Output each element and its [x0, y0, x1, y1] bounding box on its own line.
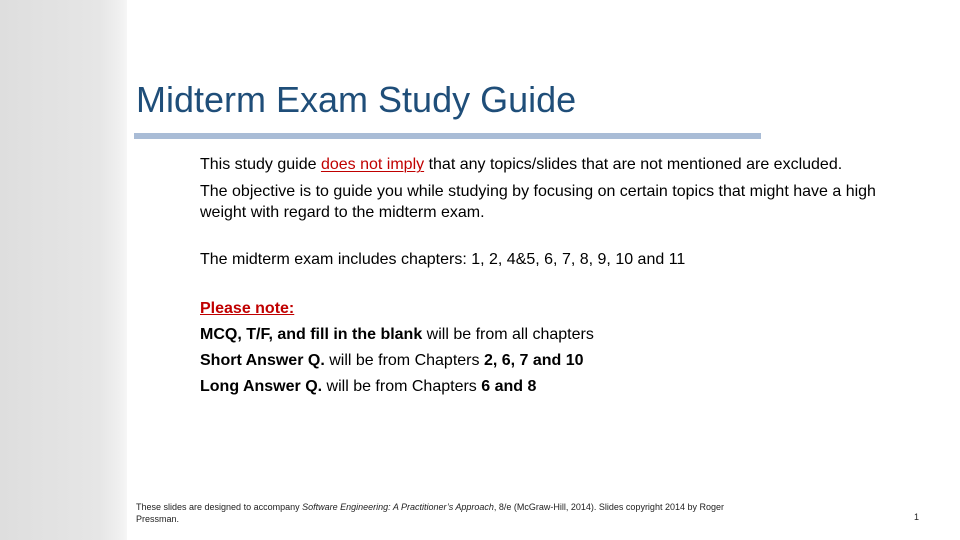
note-line-text: will be from all chapters: [422, 326, 594, 343]
page-number: 1: [914, 512, 920, 522]
slide-footer-credit: [136, 501, 736, 525]
paragraph-disclaimer-end: that any topics/slides that are not mentioned are excluded.: [424, 156, 843, 173]
note-line-chapters: 6 and 8: [481, 378, 537, 395]
paragraph-disclaimer-start: This study guide: [200, 156, 321, 173]
note-line-label: MCQ, T/F, and fill in the blank: [200, 326, 423, 343]
slide-title: Midterm Exam Study Guide: [136, 79, 577, 120]
note-line-text: will be from Chapters: [322, 378, 482, 395]
note-heading: Please note:: [200, 300, 295, 317]
footer-book-title: Software Engineering: A Practitioner’s Approach: [302, 502, 494, 512]
paragraph-objective: The objective is to guide you while studying by focusing on certain topics that might have a high weight with regard to the midterm exam.: [200, 183, 876, 221]
paragraph-chapters: The midterm exam includes chapters: 1, 2, 4&5, 6, 7, 8, 9, 10 and 11: [200, 251, 686, 268]
note-line-short-answer: [200, 348, 920, 374]
spacer: [200, 276, 920, 296]
note-line-chapters: 2, 6, 7 and 10: [483, 352, 584, 369]
note-block: [200, 296, 920, 400]
note-line-label: Long Answer Q.: [200, 378, 323, 395]
spacer: [200, 229, 920, 249]
note-line-text: will be from Chapters: [324, 352, 484, 369]
emphasis-does-not-imply: does not imply: [320, 156, 425, 173]
left-decorative-band: [0, 0, 127, 540]
note-line-long-answer: [200, 374, 920, 400]
title-underline-rule: [134, 133, 761, 139]
slide-body: [200, 154, 920, 400]
paragraph-disclaimer: [200, 154, 920, 175]
footer-text-start: These slides are designed to accompany: [136, 502, 303, 512]
note-line-label: Short Answer Q.: [200, 352, 325, 369]
note-line-mcq: [200, 322, 920, 348]
footer-text-end: , 8/e (McGraw-Hill, 2014). Slides copyright 2014 by Roger Pressman.: [136, 502, 724, 524]
